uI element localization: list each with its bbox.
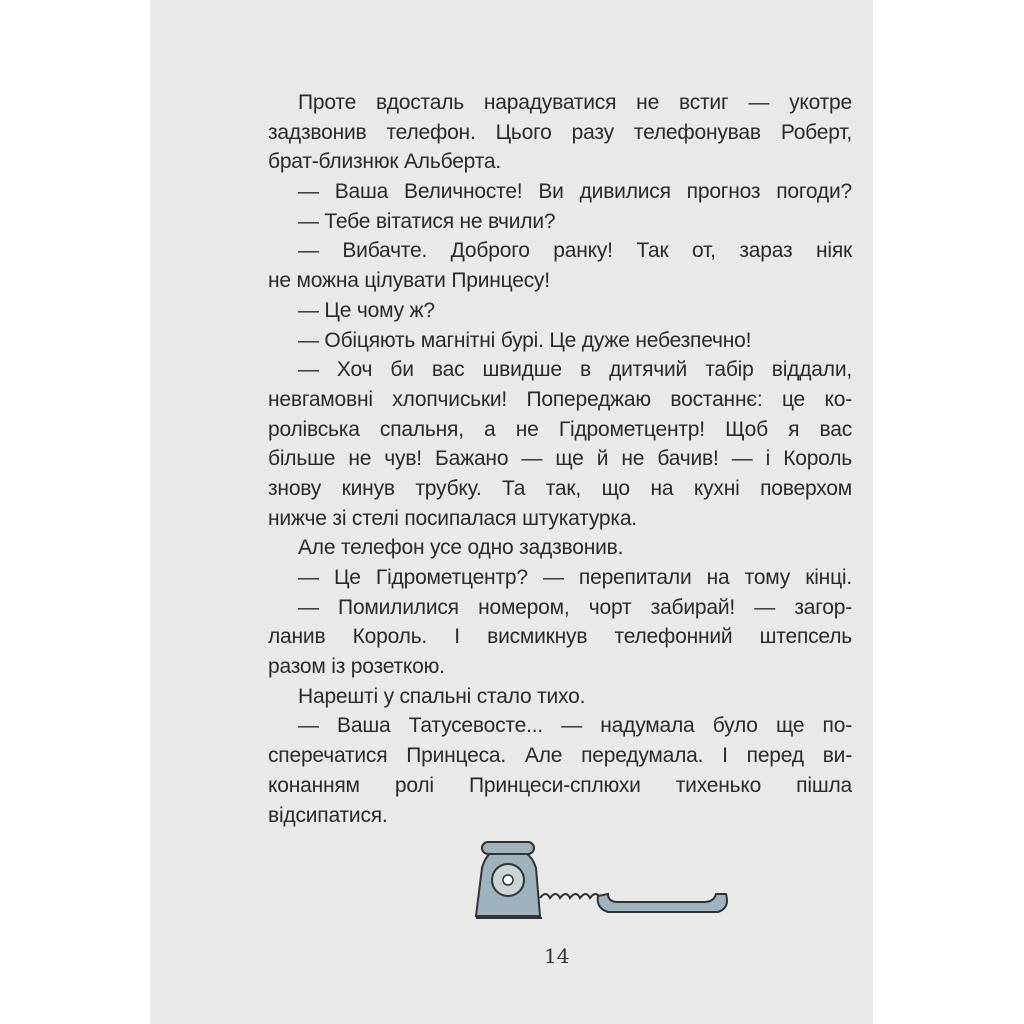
text-line: — Ваша Татусевосте... — надумала було ще по- bbox=[298, 714, 852, 738]
text-line: відсипатися. bbox=[268, 803, 388, 827]
text-line: конанням ролі Принцеси-сплюхи тихенько пішла bbox=[268, 773, 852, 797]
text-line: ланив Король. І висмикнув телефонний штепсель bbox=[268, 625, 852, 649]
text-line: знову кинув трубку. Та так, що на кухні поверхом bbox=[268, 476, 852, 500]
text-line: нижче зі стелі посипалася штукатурка. bbox=[268, 506, 637, 530]
text-line: задзвонив телефон. Цього разу телефонував Роберт, bbox=[268, 120, 852, 144]
book-page bbox=[150, 0, 873, 1024]
text-line: невгамовні хлопчиськи! Попереджаю востаннє: це ко- bbox=[268, 387, 852, 411]
text-line: — Ваша Величносте! Ви дивилися прогноз погоди? bbox=[298, 180, 852, 204]
text-line: — Вибачте. Доброго ранку! Так от, зараз ніяк bbox=[298, 239, 852, 263]
text-line: сперечатися Принцеса. Але передумала. І перед ви- bbox=[268, 744, 852, 768]
page-number: 14 bbox=[544, 944, 570, 968]
telephone-illustration bbox=[468, 838, 828, 928]
text-line: — Це чому ж? bbox=[298, 298, 435, 322]
text-line: Проте вдосталь нарадуватися не встиг — укотре bbox=[298, 91, 852, 114]
text-line: разом із розеткою. bbox=[268, 655, 445, 679]
text-line: — Хоч би вас швидше в дитячий табір віддали, bbox=[298, 358, 852, 382]
text-line: — Обіцяють магнітні бурі. Це дуже небезпечно! bbox=[298, 328, 752, 352]
text-line: — Помилилися номером, чорт забирай! — загор- bbox=[298, 595, 852, 619]
text-line: Нарешті у спальні стало тихо. bbox=[298, 684, 586, 708]
text-line: більше не чув! Бажано — ще й не бачив! — і Король bbox=[268, 447, 852, 471]
text-line: — Це Гідрометцентр? — перепитали на тому кінці. bbox=[298, 566, 852, 589]
page-text bbox=[268, 88, 852, 830]
text-line: Але телефон усе одно задзвонив. bbox=[298, 536, 624, 560]
text-line: — Тебе вітатися не вчили? bbox=[298, 209, 556, 233]
text-line: ролівська спальня, а не Гідрометцентр! Щоб я вас bbox=[268, 417, 852, 441]
text-line: не можна цілувати Принцесу! bbox=[268, 269, 550, 293]
text-line: брат-близнюк Альберта. bbox=[268, 150, 501, 174]
